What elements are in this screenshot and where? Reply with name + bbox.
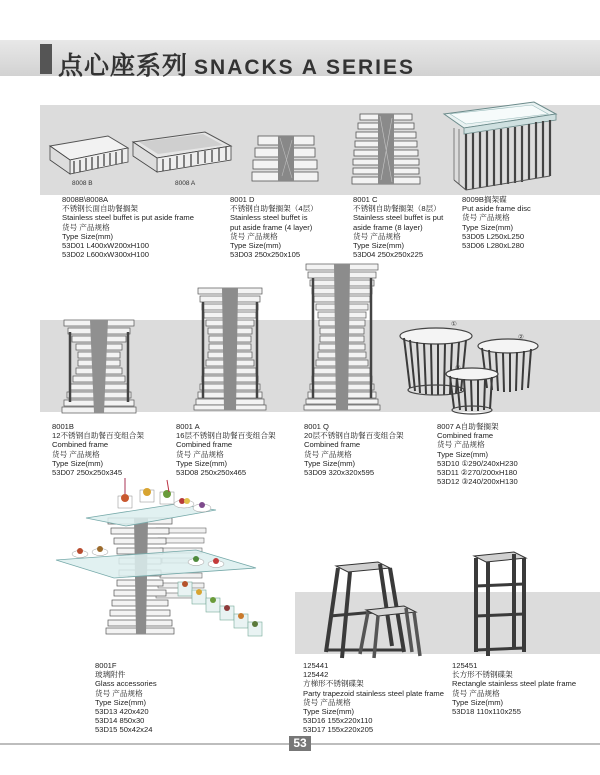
page-title <box>58 46 415 82</box>
title-chinese: 点心座系列 <box>58 52 189 80</box>
header-accent <box>40 44 52 74</box>
product-8008a-image <box>133 124 233 180</box>
product-8001a-image <box>192 286 268 412</box>
product-8001d-image <box>252 132 322 184</box>
product-125441-image <box>308 560 420 660</box>
product-8009b-spec: 8009B搁架碟 Put aside frame disc 货号 产品规格 Type Size(mm) 53D05 L250xL250 53D06 L280xL280 <box>462 195 531 250</box>
product-125451-image <box>470 548 530 660</box>
page-number: 53 <box>289 736 311 751</box>
product-125441-spec: 125441 125442 方梯形不锈钢碟架 Party trapezoid stainless steel plate frame 货号 产品规格 Type Size(mm) 53D16 155x220x110 53D17 155x220x205 <box>303 661 444 735</box>
product-8001b-spec: 8001B 12不锈钢自助餐百变组合架 Combined frame 货号 产品规格 Type Size(mm) 53D07 250x250x345 <box>52 422 144 477</box>
product-8008-spec: 8008B\8008A 不锈钢长面自助餐搁架 Stainless steel buffet is put aside frame 货号 产品规格 Type Size(mm) 53D01 L400xW200xH100 53D02 L600xW300xH100 <box>62 195 194 260</box>
product-8007a-image <box>398 318 548 418</box>
product-8001q-spec: 8001 Q 20层不锈钢自助餐百变组合架 Combined frame 货号 产品规格 Type Size(mm) 53D09 320x320x595 <box>304 422 404 477</box>
product-8007a-spec: 8007 A自助餐搁架 Combined frame 货号 产品规格 Type Size(mm) 53D10 ①290/240xH230 53D11 ②270/200xH180 53D12 ③240/200xH130 <box>437 422 518 487</box>
product-8001q-image <box>302 262 382 414</box>
product-125451-spec: 125451 长方形不锈钢碟架 Rectangle stainless steel plate frame 货号 产品规格 Type Size(mm) 53D18 110x110x255 <box>452 661 577 716</box>
product-8001b-image <box>60 318 140 414</box>
title-english: SNACKS A SERIES <box>194 56 415 79</box>
product-8008b-image <box>50 128 130 178</box>
product-8001f-spec: 8001F 玻璃附件 Glass accessories 货号 产品规格 Type Size(mm) 53D13 420x420 53D14 850x30 53D15 50x42x24 <box>95 661 157 735</box>
product-8001c-image <box>352 112 422 188</box>
basket-label-1: ① <box>451 321 457 328</box>
product-8001d-spec: 8001 D 不锈钢自助餐搁架（4层） Stainless steel buffet is put aside frame (4 layer) 货号 产品规格 Type Size(mm) 53D03 250x250x105 <box>230 195 318 260</box>
image-label: 8008 A <box>175 180 196 187</box>
image-label: 8008 B <box>72 180 93 187</box>
product-8001a-spec: 8001 A 16层不锈钢自助餐百变组合架 Combined frame 货号 产品规格 Type Size(mm) 53D08 250x250x465 <box>176 422 276 477</box>
basket-label-3: ③ <box>455 365 461 372</box>
product-8001c-spec: 8001 C 不锈钢自助餐搁架（8层） Stainless steel buffet is put aside frame (8 layer) 货号 产品规格 Type Size(mm) 53D04 250x250x225 <box>353 195 444 260</box>
product-8001f-image <box>56 478 271 658</box>
basket-label-2: ② <box>518 334 524 341</box>
product-8009b-image <box>440 100 560 196</box>
